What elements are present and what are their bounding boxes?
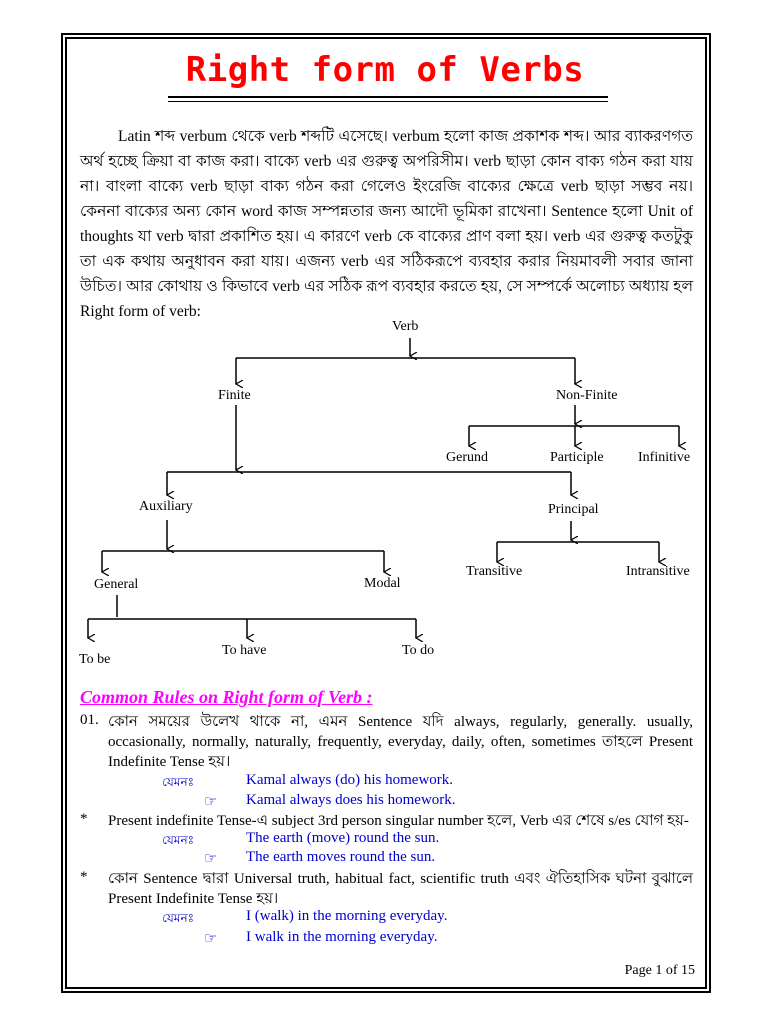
pointing-hand-icon: ☞ (204, 851, 218, 867)
example-answer: I walk in the morning everyday. (246, 929, 438, 945)
example-answer: Kamal always does his homework. (246, 792, 456, 808)
rule-marker: 01. (80, 712, 99, 728)
example-label: যেমনঃ (162, 775, 195, 789)
pointing-hand-icon: ☞ (204, 794, 218, 810)
rule-text: Present indefinite Tense-এ subject 3rd person singular number হলে, Verb এর শেষে s/es যোগ হয়- (108, 813, 689, 829)
tree-node-general: General (94, 577, 139, 592)
example-question: I (walk) in the morning everyday. (246, 908, 448, 924)
pointing-hand-icon: ☞ (204, 931, 218, 947)
page-title: Right form of Verbs (185, 50, 585, 90)
example-label: যেমনঃ (162, 833, 195, 847)
example-label: যেমনঃ (162, 911, 195, 925)
tree-node-to-have: To have (222, 643, 267, 658)
tree-node-to-do: To do (402, 643, 435, 658)
page-number: Page 1 of 15 (624, 963, 695, 978)
example-question: The earth (move) round the sun. (246, 830, 440, 846)
rule-marker: * (80, 811, 88, 827)
tree-node-participle: Participle (550, 450, 604, 465)
example-question: Kamal always (do) his homework. (246, 772, 454, 788)
rule-text: কোন Sentence দ্বারা Universal truth, habitual fact, scientific truth এবং ঐতিহাসিক ঘটনা বুঝালে Present Indefinite Tense হয়। (108, 871, 693, 907)
tree-node-finite: Finite (218, 388, 251, 403)
tree-node-transitive: Transitive (466, 564, 523, 579)
example-answer: The earth moves round the sun. (246, 849, 436, 865)
tree-node-auxiliary: Auxiliary (139, 499, 193, 514)
tree-node-modal: Modal (364, 576, 401, 591)
tree-node-gerund: Gerund (446, 450, 488, 465)
rule-marker: * (80, 869, 88, 885)
rule-text: কোন সময়ের উলেখ থাকে না, এমন Sentence যদি always, regularly, generally. usually, occasionally, normally, naturally, frequently, everyday, daily, often, sometimes তাহলে Present Indefinite Tense হয়। (108, 714, 693, 770)
tree-node-intransitive: Intransitive (626, 564, 690, 579)
tree-node-to-be: To be (79, 652, 111, 667)
rules-heading: Common Rules on Right form of Verb : (80, 687, 373, 707)
tree-node-non-finite: Non-Finite (556, 388, 618, 403)
intro-paragraph: Latin শব্দ verbum থেকে verb শব্দটি এসেছে। verbum হলো কাজ প্রকাশক শব্দ। আর ব্যাকরণগত অর্থ হচ্ছে ক্রিয়া বা কাজ করা। বাক্যে verb এর গুরুত্ব অপরিসীম। verb ছাড়া কোন বাক্য গঠন করা যায় না। বাংলা বাক্যে verb ছাড়া বাক্য গঠন করা গেলেও ইংরেজি বাক্যের ক্ষেত্রে verb ছাড়া সম্ভব নয়। কেননা বাক্যের অন্য কোন word কাজ সম্পন্নতার জন্য আদৌ ভূমিকা রাখেনা। Sentence হলো Unit of thoughts যা verb দ্বারা প্রকাশিত হয়। এ কারণে verb কে বাক্যের প্রাণ বলা হয়। verb এর গুরুত্ব কতটুকু তা এক কথায় অনুধাবন করা যায়। এজন্য verb এর সঠিকরূপে ব্যবহার করার নিয়মাবলী সবার জানা উচিত। আর কোথায় ও কিভাবে verb এর সঠিক রূপ ব্যবহার করতে হয়, সে সম্পর্কে অলোচ্য অধ্যায় হল Right form of verb: (80, 128, 693, 320)
tree-node-infinitive: Infinitive (638, 450, 691, 465)
tree-node-principal: Principal (548, 502, 599, 517)
tree-node-verb: Verb (392, 319, 419, 334)
